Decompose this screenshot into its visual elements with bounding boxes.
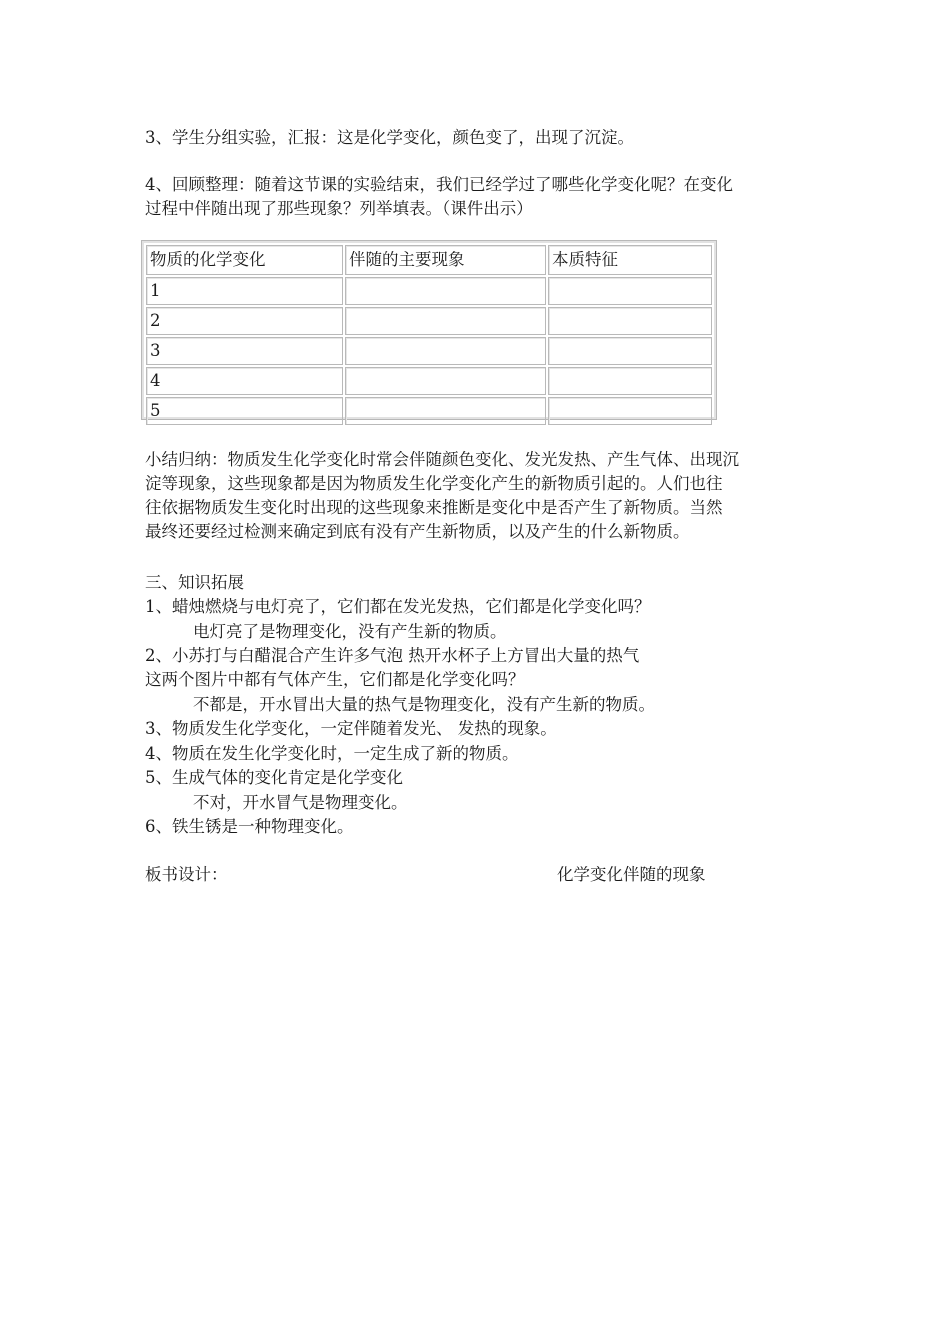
table-cell: 4	[146, 367, 343, 395]
table-cell	[548, 367, 712, 395]
summary-line-3: 往依据物质发生变化时出现的这些现象来推断是变化中是否产生了新物质。当然	[145, 498, 723, 517]
answer-2: 不都是，开水冒出大量的热气是物理变化，没有产生新的物质。	[193, 695, 655, 714]
table-cell	[345, 277, 546, 305]
table-cell: 2	[146, 307, 343, 335]
answer-1: 电灯亮了是物理变化，没有产生新的物质。	[193, 622, 507, 641]
summary-line-1: 小结归纳：物质发生化学变化时常会伴随颜色变化、发光发热、产生气体、出现沉	[145, 450, 739, 469]
table-header-row	[146, 245, 712, 275]
question-2-line-2: 这两个图片中都有气体产生，它们都是化学变化吗？	[145, 670, 525, 689]
paragraph-step-3: 3、学生分组实验，汇报：这是化学变化，颜色变了，出现了沉淀。	[145, 128, 634, 147]
table-cell: 3	[146, 337, 343, 365]
table-cell	[345, 307, 546, 335]
summary-line-4: 最终还要经过检测来确定到底有没有产生新物质，以及产生的什么新物质。	[145, 522, 690, 541]
question-4: 4、物质在发生化学变化时，一定生成了新的物质。	[145, 744, 519, 763]
answer-5: 不对，开水冒气是物理变化。	[193, 793, 408, 812]
question-3: 3、物质发生化学变化，一定伴随着发光、 发热的现象。	[145, 719, 557, 738]
table-header-cell: 本质特征	[548, 245, 712, 275]
table-cell	[548, 307, 712, 335]
table-cell	[548, 337, 712, 365]
table-cell: 1	[146, 277, 343, 305]
table-cell	[345, 397, 546, 425]
summary-line-2: 淀等现象，这些现象都是因为物质发生化学变化产生的新物质引起的。人们也往	[145, 474, 723, 493]
table-cell	[548, 397, 712, 425]
question-2-line-1: 2、小苏打与白醋混合产生许多气泡 热开水杯子上方冒出大量的热气	[145, 646, 640, 665]
table-cell	[548, 277, 712, 305]
paragraph-step-4-line-1: 4、回顾整理：随着这节课的实验结束，我们已经学过了哪些化学变化呢？在变化	[145, 175, 733, 194]
table-row	[146, 337, 712, 365]
table-header-cell: 伴随的主要现象	[345, 245, 546, 275]
table-cell: 5	[146, 397, 343, 425]
question-5: 5、生成气体的变化肯定是化学变化	[145, 768, 403, 787]
question-1: 1、蜡烛燃烧与电灯亮了，它们都在发光发热，它们都是化学变化吗？	[145, 597, 651, 616]
table-cell	[345, 367, 546, 395]
board-design-title: 化学变化伴随的现象	[557, 865, 706, 884]
board-design-label: 板书设计：	[145, 865, 228, 884]
phenomena-table	[141, 240, 717, 420]
table-row	[146, 397, 712, 425]
table-row	[146, 277, 712, 305]
table-row	[146, 367, 712, 395]
table-header-cell: 物质的化学变化	[146, 245, 343, 275]
paragraph-step-4-line-2: 过程中伴随出现了那些现象？列举填表。（课件出示）	[145, 199, 533, 218]
table-cell	[345, 337, 546, 365]
question-6: 6、铁生锈是一种物理变化。	[145, 817, 354, 836]
section-heading: 三、知识拓展	[145, 573, 244, 592]
table-row	[146, 307, 712, 335]
